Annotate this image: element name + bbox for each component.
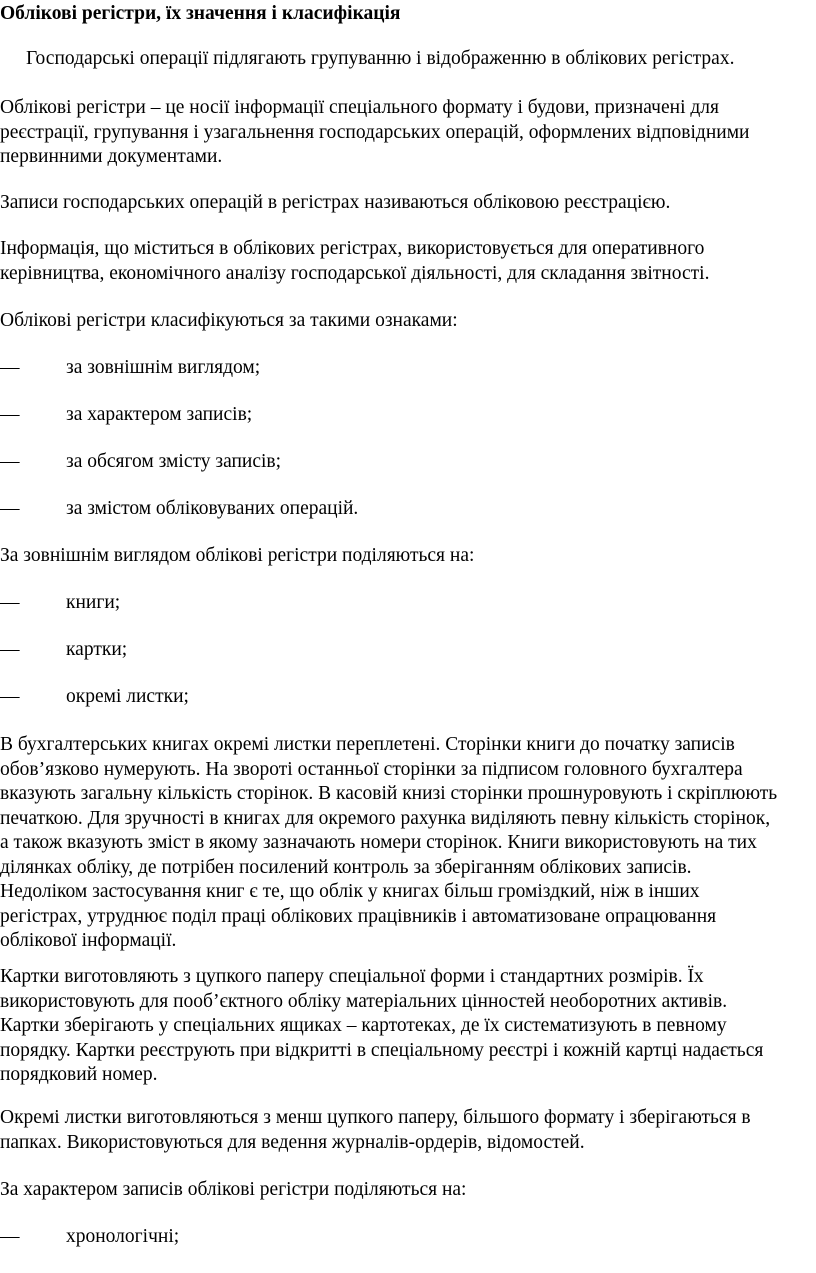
- paragraph-line: обов’язково нумерують. На звороті останньої сторінки за підписом головного бухгалтера: [0, 758, 743, 780]
- dash-bullet: —: [0, 686, 20, 707]
- list-item-text: за обсягом змісту записів;: [66, 451, 282, 472]
- dash-bullet: —: [0, 1226, 20, 1247]
- dash-bullet: —: [0, 592, 20, 613]
- dash-bullet: —: [0, 498, 20, 519]
- paragraph-line: печаткою. Для зручності в книгах для окремого рахунка виділяють певну кількість сторінок,: [0, 807, 771, 829]
- paragraph-information: [0, 237, 812, 286]
- paragraph-line: вказують загальну кількість сторінок. В касовій книзі сторінки прошнуровують і скріплюють: [0, 783, 778, 804]
- paragraph-line: Інформація, що міститься в облікових регістрах, використовується для оперативного: [0, 238, 705, 259]
- list-item-text: картки;: [66, 639, 128, 660]
- dash-bullet: —: [0, 404, 20, 425]
- paragraph-cards: [0, 965, 812, 1088]
- paragraph-line: використовують для пооб’єктного обліку матеріальних цінностей необоротних активів.: [0, 990, 728, 1012]
- list-item-text: за зовнішнім виглядом;: [66, 357, 261, 378]
- paragraph-line: а також вказують зміст в якому зазначають номери сторінок. Книги використовують на тих: [0, 832, 757, 853]
- paragraph-classification: Облікові регістри класифікуються за такими ознаками:: [0, 310, 458, 331]
- dash-bullet: —: [0, 639, 20, 660]
- paragraph-record-type: За характером записів облікові регістри поділяються на:: [0, 1179, 467, 1200]
- paragraph-line: Недоліком застосування книг є те, що облік у книгах більш громіздкий, ніж в інших: [0, 881, 700, 902]
- paragraph-line: облікової інформації.: [0, 930, 177, 951]
- dash-bullet: —: [0, 357, 20, 378]
- paragraph-appearance: За зовнішнім виглядом облікові регістри поділяються на:: [0, 545, 475, 566]
- document-title: Облікові регістри, їх значення і класифікація: [0, 3, 401, 24]
- paragraph-line: керівництва, економічного аналізу господарської діяльності, для складання звітності.: [0, 262, 710, 284]
- paragraph-books: [0, 733, 812, 954]
- list-item-text: за змістом обліковуваних операцій.: [66, 498, 359, 519]
- list-item-text: окремі листки;: [66, 686, 189, 707]
- paragraph-line: Окремі листки виготовляються з менш цупкого паперу, більшого формату і зберігаються в: [0, 1107, 751, 1128]
- list-item-text: хронологічні;: [66, 1226, 180, 1247]
- dash-bullet: —: [0, 451, 20, 472]
- list-item-text: за характером записів;: [66, 404, 253, 425]
- paragraph-line: папках. Використовуються для ведення журналів-ордерів, відомостей.: [0, 1131, 585, 1153]
- paragraph-line: порядку. Картки реєструють при відкритті в спеціальному реєстрі і кожній картці надається: [0, 1039, 764, 1061]
- paragraph-line: В бухгалтерських книгах окремі листки переплетені. Сторінки книги до початку записів: [0, 734, 735, 755]
- list-item-text: книги;: [66, 592, 121, 613]
- paragraph-line: Облікові регістри – це носії інформації спеціального формату і будови, призначені для: [0, 97, 719, 118]
- intro-paragraph: Господарські операції підлягають групуванню і відображенню в облікових регістрах.: [26, 48, 735, 69]
- paragraph-line: Картки зберігають у спеціальних ящиках – картотеках, де їх систематизують в певному: [0, 1015, 727, 1036]
- paragraph-definition: [0, 96, 812, 170]
- paragraph-line: ділянках обліку, де потрібен посилений контроль за зберіганням облікових записів.: [0, 856, 692, 878]
- paragraph-line: первинними документами.: [0, 146, 223, 167]
- paragraph-line: Картки виготовляють з цупкого паперу спеціальної форми і стандартних розмірів. Їх: [0, 966, 704, 987]
- paragraph-sheets: [0, 1106, 812, 1155]
- paragraph-line: порядковий номер.: [0, 1064, 158, 1085]
- paragraph-line: регістрах, утруднює поділ праці облікових працівників і автоматизоване опрацювання: [0, 905, 717, 927]
- paragraph-registration: Записи господарських операцій в регістрах називаються обліковою реєстрацією.: [0, 192, 671, 213]
- paragraph-line: реєстрації, групування і узагальнення господарських операцій, оформлених відповідними: [0, 121, 750, 143]
